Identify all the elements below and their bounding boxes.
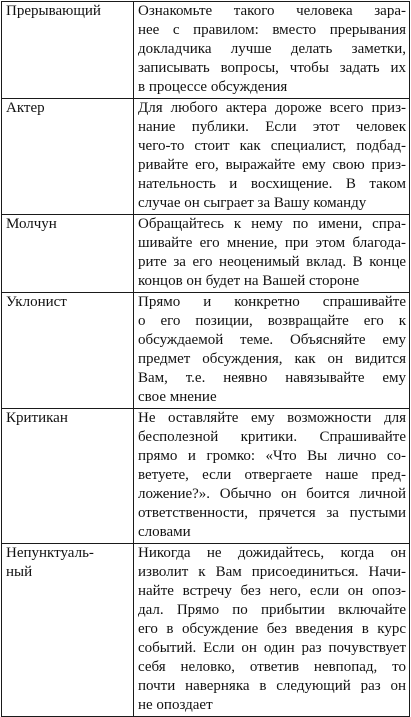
- advice-line: предмет обсуждения, как он видится: [138, 351, 406, 367]
- advice-cell: [134, 409, 410, 544]
- participant-types-table: [1, 1, 410, 717]
- advice-line: ложение?». Обычно он боится личной: [138, 486, 406, 502]
- advice-line: Никогда не дожидайтесь, когда он: [138, 545, 406, 561]
- advice-line: Вам, т.е. неявно навязывайте ему: [138, 370, 406, 386]
- advice-line: словами: [138, 524, 191, 540]
- advice-line: записывать вопросы, чтобы задать их: [138, 60, 406, 76]
- advice-line: изволит к Вам присоединиться. Начи-: [138, 564, 406, 580]
- advice-line: свое мнение: [138, 389, 217, 405]
- advice-line: Не оставляйте ему возможности для: [138, 410, 406, 426]
- advice-line: нание публики. Если этот человек: [138, 119, 406, 135]
- participant-type-cell: [2, 2, 134, 99]
- participant-type-label: Актер: [6, 100, 45, 116]
- participant-type-label: Молчун: [6, 216, 57, 232]
- advice-cell: [134, 293, 410, 409]
- table-row: [2, 2, 410, 99]
- advice-line: Для любого актера дороже всего приз-: [138, 100, 406, 116]
- advice-line: концов он будет на Вашей стороне: [138, 273, 360, 289]
- participant-type-cell: [2, 99, 134, 215]
- advice-cell: [134, 99, 410, 215]
- advice-cell: [134, 544, 410, 717]
- table-row: [2, 409, 410, 544]
- advice-line: Ознакомьте такого человека зара-: [138, 3, 406, 19]
- advice-line: его в обсуждение без введения в курс: [138, 621, 406, 637]
- advice-line: рите за его неоценимый вклад. В конце: [138, 254, 406, 270]
- participant-type-label: Прерывающий: [6, 3, 101, 19]
- advice-line: найте встречу без него, если он опоз-: [138, 583, 406, 599]
- table-row: [2, 544, 410, 717]
- advice-line: чего-то стоит как специалист, подбад-: [138, 138, 406, 154]
- advice-line: в процессе обсуждения: [138, 79, 288, 95]
- advice-line: о его позиции, возвращайте его к: [138, 313, 406, 329]
- advice-line: Обращайтесь к нему по имени, спра-: [138, 216, 406, 232]
- participant-type-cell: [2, 409, 134, 544]
- advice-cell: [134, 215, 410, 293]
- advice-line: прямо и громко: «Что Вы лично со-: [138, 448, 406, 464]
- participant-type-label: Критикан: [6, 410, 68, 426]
- advice-line: дал. Прямо по прибытии включайте: [138, 602, 406, 618]
- advice-line: шивайте его мнение, при этом благода-: [138, 235, 406, 251]
- advice-line: нательность и восхищение. В таком: [138, 176, 406, 192]
- advice-line: докладчика лучше делать заметки,: [138, 41, 406, 57]
- advice-line: нее с правилом: вместо прерывания: [138, 22, 406, 38]
- participant-type-cell: [2, 544, 134, 717]
- participant-type-cell: [2, 293, 134, 409]
- participant-type-label: Уклонист: [6, 294, 67, 310]
- advice-line: ривайте его, выражайте ему свою приз-: [138, 157, 406, 173]
- advice-line: случае он сыграет за Вашу команду: [138, 195, 367, 211]
- advice-line: бесполезной критики. Спрашивайте: [138, 429, 406, 445]
- advice-line: событий. Если он один раз почувствует: [138, 640, 406, 656]
- advice-line: ветуете, если отвергаете наше пред-: [138, 467, 406, 483]
- advice-line: почти наверняка в следующий раз он: [138, 678, 406, 694]
- advice-line: ответственности, прячется за пустыми: [138, 505, 406, 521]
- table-row: [2, 293, 410, 409]
- advice-line: не опоздает: [138, 697, 213, 713]
- table-row: [2, 99, 410, 215]
- advice-line: обсуждаемой теме. Объясняйте ему: [138, 332, 406, 348]
- participant-type-label: ный: [6, 564, 33, 580]
- table-row: [2, 215, 410, 293]
- participant-type-label: Непунктуаль-: [6, 545, 94, 561]
- advice-line: себя неловко, ответив невпопад, то: [138, 659, 406, 675]
- advice-line: Прямо и конкретно спрашивайте: [138, 294, 406, 310]
- participant-type-cell: [2, 215, 134, 293]
- advice-cell: [134, 2, 410, 99]
